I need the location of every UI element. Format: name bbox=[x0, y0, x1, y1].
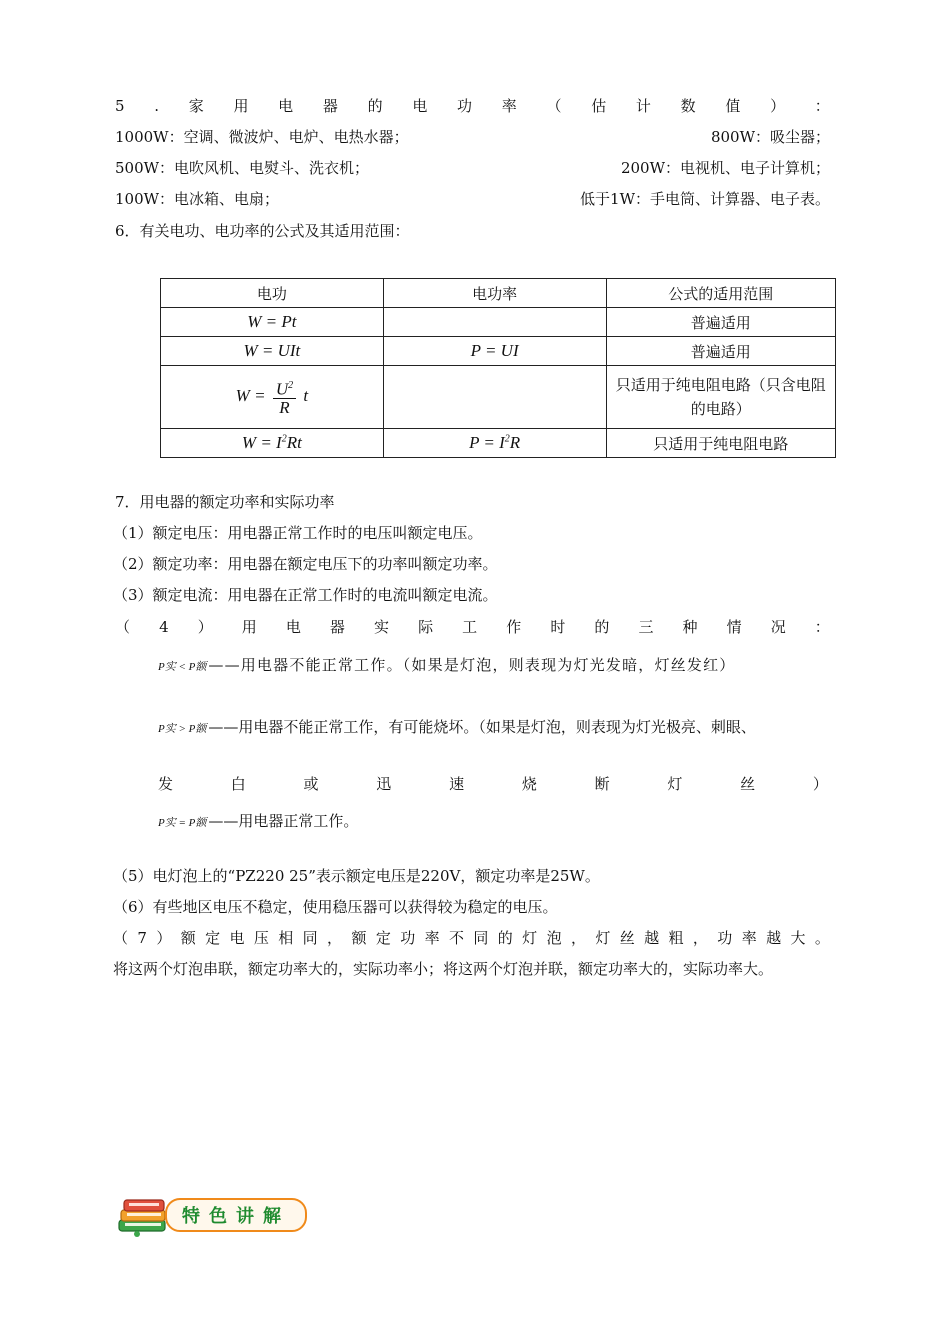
cell-scope-3: 只适用于纯电阻电路（只含电阻的电路） bbox=[606, 366, 836, 429]
cell-scope-1: 普遍适用 bbox=[606, 308, 836, 337]
work4-lhs: W = I bbox=[241, 433, 282, 452]
sec7-p7-char: 不 bbox=[449, 929, 465, 947]
sec5-row3 bbox=[115, 188, 830, 210]
sec7-p4-char: 用 bbox=[241, 618, 257, 636]
sec7-p4-char: 三 bbox=[638, 618, 654, 636]
case-over-text: ——用电器不能正常工作，有可能烧坏。（如果是灯泡，则表现为灯光极亮、刺眼、 bbox=[208, 718, 756, 736]
sec7-p7-char: 率 bbox=[424, 929, 440, 947]
case-over-cont-char: 丝 bbox=[740, 775, 756, 793]
sec7-p3: （3）额定电流：用电器在正常工作时的电流叫额定电流。 bbox=[113, 586, 498, 604]
sec7-p7-char: 定 bbox=[375, 929, 391, 947]
work3-lhs: W = bbox=[235, 385, 266, 405]
sec7-p4-char: 况 bbox=[770, 618, 786, 636]
case-over-cont-char: 白 bbox=[230, 775, 246, 793]
sec7-p7-char: ， bbox=[327, 929, 343, 947]
sec7-p7-char: 粗 bbox=[668, 929, 684, 947]
case-equal-symbol: P实 = P额 bbox=[158, 817, 207, 829]
sec7-p7-char: 相 bbox=[278, 929, 294, 947]
case-over-cont-char: 灯 bbox=[667, 775, 683, 793]
sec5-title-char: 电 bbox=[412, 97, 428, 115]
header-work: 电功 bbox=[161, 279, 384, 308]
sec7-p4-char: 际 bbox=[418, 618, 434, 636]
sec7-p4-char: 时 bbox=[550, 618, 566, 636]
power4-sup: 2 bbox=[504, 433, 510, 445]
sec7-p4-char: （ bbox=[115, 618, 131, 636]
sec5-row3-left: 100W：电冰箱、电扇； bbox=[115, 190, 280, 208]
sec7-p7 bbox=[113, 927, 830, 949]
sec7-title: 7．用电器的额定功率和实际功率 bbox=[115, 493, 335, 511]
case-under-text: ——用电器不能正常工作。（如果是灯泡，则表现为灯光发暗，灯丝发红） bbox=[208, 656, 736, 674]
cell-power-4 bbox=[383, 429, 606, 458]
sec5-row3-right: 低于1W：手电筒、计算器、电子表。 bbox=[580, 190, 830, 208]
sec7-p7-cont: 将这两个灯泡串联，额定功率大的，实际功率小；将这两个灯泡并联，额定功率大的，实际功率大。 bbox=[113, 960, 774, 978]
sec7-p2: （2）额定功率：用电器在额定电压下的功率叫额定功率。 bbox=[113, 555, 498, 573]
sec7-p4-char: 工 bbox=[462, 618, 478, 636]
formula-table bbox=[160, 278, 836, 458]
sec7-p7-char: （ bbox=[113, 929, 129, 947]
sec7-p4-char: 实 bbox=[374, 618, 390, 636]
work3-numerator bbox=[273, 377, 296, 400]
sec5-title-char: 数 bbox=[680, 97, 696, 115]
sec5-title bbox=[115, 95, 830, 117]
sec7-p7-char: 额 bbox=[180, 929, 196, 947]
sec7-p7-char: 灯 bbox=[522, 929, 538, 947]
sec7-p4-char: 器 bbox=[329, 618, 345, 636]
cell-scope-2: 普遍适用 bbox=[606, 337, 836, 366]
sec5-title-char: . bbox=[154, 97, 160, 115]
case-over-cont-char: 烧 bbox=[521, 775, 537, 793]
work3-fraction bbox=[273, 377, 296, 418]
sec5-title-char: 计 bbox=[635, 97, 651, 115]
case-under bbox=[158, 654, 838, 676]
case-equal-text: ——用电器正常工作。 bbox=[208, 812, 359, 830]
case-over-cont-char: ） bbox=[812, 775, 828, 793]
work4-sup: 2 bbox=[281, 433, 287, 445]
cell-work-3 bbox=[161, 366, 384, 429]
feature-badge-label: 特色讲解 bbox=[165, 1198, 307, 1232]
case-under-symbol: P实 < P额 bbox=[158, 661, 207, 673]
sec6-title: 6．有关电功、电功率的公式及其适用范围： bbox=[115, 222, 410, 240]
power4-lhs: P = I bbox=[469, 433, 505, 452]
sec7-p7-char: 额 bbox=[351, 929, 367, 947]
cell-power-1 bbox=[383, 308, 606, 337]
sec5-row2-left: 500W：电吹风机、电熨斗、洗衣机； bbox=[115, 159, 370, 177]
sec7-p7-char: 电 bbox=[229, 929, 245, 947]
sec5-title-char: 率 bbox=[501, 97, 517, 115]
sec7-p4-char: 电 bbox=[285, 618, 301, 636]
cell-scope-4: 只适用于纯电阻电路 bbox=[606, 429, 836, 458]
sec5-title-char: ： bbox=[814, 97, 830, 115]
case-over-cont-char: 或 bbox=[303, 775, 319, 793]
sec7-p7-char: 功 bbox=[717, 929, 733, 947]
sec7-p7-char: 7 bbox=[137, 929, 147, 947]
sec7-p4-char: 作 bbox=[506, 618, 522, 636]
case-over-cont-char: 发 bbox=[158, 775, 174, 793]
sec7-p4-char: 情 bbox=[726, 618, 742, 636]
case-over-symbol: P实 > P额 bbox=[158, 723, 207, 735]
case-equal bbox=[158, 810, 838, 832]
work4-tail: Rt bbox=[286, 433, 302, 452]
case-over-cont-char: 速 bbox=[449, 775, 465, 793]
sec5-title-char: 的 bbox=[367, 97, 383, 115]
sec5-title-char: 5 bbox=[115, 97, 125, 115]
sec7-p6: （6）有些地区电压不稳定，使用稳压器可以获得较为稳定的电压。 bbox=[113, 898, 558, 916]
sec7-p4 bbox=[115, 616, 830, 638]
sec5-title-char: 用 bbox=[233, 97, 249, 115]
sec7-p7-char: 功 bbox=[400, 929, 416, 947]
sec7-p7-char: 泡 bbox=[546, 929, 562, 947]
sec5-row1 bbox=[115, 126, 830, 148]
feature-badge bbox=[115, 1190, 310, 1238]
sec5-title-char: 估 bbox=[591, 97, 607, 115]
sec7-p7-char: ， bbox=[570, 929, 586, 947]
sec5-row2 bbox=[115, 157, 830, 179]
sec5-title-char: 功 bbox=[457, 97, 473, 115]
power4-tail: R bbox=[509, 433, 521, 452]
sec7-p7-char: 率 bbox=[741, 929, 757, 947]
sec7-p1: （1）额定电压：用电器正常工作时的电压叫额定电压。 bbox=[113, 524, 483, 542]
sec7-p7-char: 定 bbox=[205, 929, 221, 947]
sec7-p5: （5）电灯泡上的“PZ220 25”表示额定电压是220V，额定功率是25W。 bbox=[113, 867, 600, 885]
sec5-title-char: （ bbox=[546, 97, 562, 115]
sec7-p7-char: 的 bbox=[497, 929, 513, 947]
cell-work-4 bbox=[161, 429, 384, 458]
header-power: 电功率 bbox=[383, 279, 606, 308]
sec7-p4-char: ： bbox=[814, 618, 830, 636]
sec7-p7-char: 同 bbox=[302, 929, 318, 947]
sec7-p7-char: 越 bbox=[766, 929, 782, 947]
work3-num-sup: 2 bbox=[288, 379, 294, 391]
sec5-row1-right: 800W：吸尘器； bbox=[710, 128, 830, 146]
sec7-p7-char: 同 bbox=[473, 929, 489, 947]
sec5-title-char: 家 bbox=[188, 97, 204, 115]
cell-work-2: W = UIt bbox=[161, 337, 384, 366]
sec5-title-char: ） bbox=[770, 97, 786, 115]
cell-power-3 bbox=[383, 366, 606, 429]
sec7-p7-char: 灯 bbox=[595, 929, 611, 947]
sec7-p4-char: 4 bbox=[159, 618, 169, 636]
sec7-p4-char: 的 bbox=[594, 618, 610, 636]
sec5-title-char: 器 bbox=[322, 97, 338, 115]
sec5-title-char: 电 bbox=[278, 97, 294, 115]
work3-tail: t bbox=[303, 385, 309, 405]
sec5-row2-right: 200W：电视机、电子计算机； bbox=[620, 159, 830, 177]
sec5-row1-left: 1000W：空调、微波炉、电炉、电热水器； bbox=[115, 128, 409, 146]
case-over-cont bbox=[158, 773, 828, 795]
sec7-p7-char: 大 bbox=[790, 929, 806, 947]
cell-power-2: P = UI bbox=[383, 337, 606, 366]
case-over-cont-char: 断 bbox=[594, 775, 610, 793]
work3-denominator: R bbox=[279, 398, 290, 418]
work3-num-var: U bbox=[275, 379, 289, 399]
sec5-title-char: 值 bbox=[725, 97, 741, 115]
sec7-p7-char: 越 bbox=[644, 929, 660, 947]
cell-work-1: W = Pt bbox=[161, 308, 384, 337]
sec7-p7-char: 丝 bbox=[619, 929, 635, 947]
sec7-p7-char: ） bbox=[156, 929, 172, 947]
header-scope: 公式的适用范围 bbox=[606, 279, 836, 308]
sec7-p7-char: 压 bbox=[253, 929, 269, 947]
sec7-p7-char: ， bbox=[692, 929, 708, 947]
case-over-cont-char: 迅 bbox=[376, 775, 392, 793]
sec7-p4-char: 种 bbox=[682, 618, 698, 636]
case-over bbox=[158, 716, 838, 738]
sec7-p7-char: 。 bbox=[814, 929, 830, 947]
sec7-p4-char: ） bbox=[197, 618, 213, 636]
